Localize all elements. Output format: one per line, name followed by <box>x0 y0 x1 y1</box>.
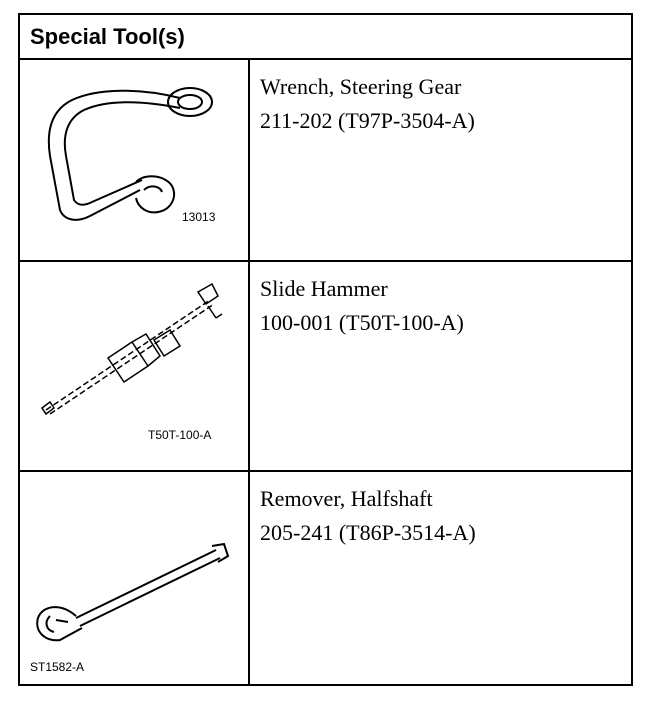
tool-image-cell <box>20 472 250 686</box>
tool-number: 205-241 (T86P-3514-A) <box>260 520 476 545</box>
tool-description-cell <box>250 262 631 470</box>
figure-code: 13013 <box>182 210 216 224</box>
slide-hammer-icon <box>20 262 250 474</box>
tool-row-wrench <box>20 60 631 260</box>
table-header: Special Tool(s) <box>20 15 631 60</box>
figure-code: T50T-100-A <box>148 428 212 442</box>
tool-row-slide-hammer <box>20 260 631 472</box>
tool-name: Remover, Halfshaft <box>260 486 433 511</box>
tool-image-cell <box>20 262 250 470</box>
tool-number: 100-001 (T50T-100-A) <box>260 310 464 335</box>
tool-description-cell <box>250 472 631 686</box>
figure-code: ST1582-A <box>30 660 85 674</box>
steering-gear-wrench-icon <box>20 60 250 260</box>
tool-name: Slide Hammer <box>260 276 388 301</box>
tool-row-halfshaft-remover <box>20 472 631 686</box>
tool-description-cell <box>250 60 631 260</box>
special-tools-table <box>18 13 633 686</box>
tool-image-cell <box>20 60 250 260</box>
halfshaft-remover-icon <box>20 472 250 686</box>
tool-name: Wrench, Steering Gear <box>260 74 462 99</box>
tool-number: 211-202 (T97P-3504-A) <box>260 108 475 133</box>
